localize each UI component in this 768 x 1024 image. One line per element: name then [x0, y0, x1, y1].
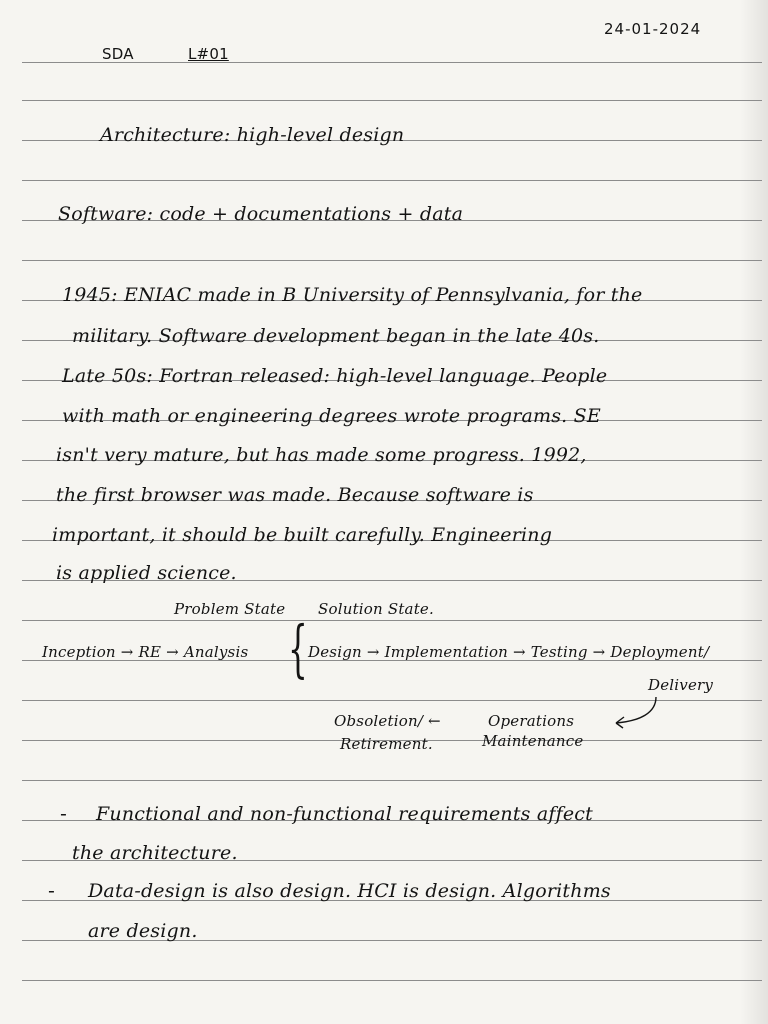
retirement-label: Retirement. [340, 735, 433, 753]
ruled-line [22, 780, 762, 781]
ruled-line [22, 260, 762, 261]
history-line: is applied science. [56, 562, 237, 584]
delivery-to-operations-arrow [610, 695, 660, 735]
history-line: 1945: ENIAC made in B University of Pennsylvania, for the [62, 284, 643, 306]
history-line: the first browser was made. Because software is [56, 484, 534, 506]
ruled-line [22, 620, 762, 621]
architecture-definition: Architecture: high-level design [100, 124, 405, 146]
page-shadow [740, 0, 768, 1024]
problem-state-label: Problem State [174, 600, 286, 618]
bullet-marker: - [48, 880, 56, 902]
history-line: military. Software development began in the late 40s. [72, 325, 600, 347]
solution-state-label: Solution State. [318, 600, 434, 618]
history-line: Late 50s: Fortran released: high-level language. People [62, 365, 608, 387]
ruled-line [22, 980, 762, 981]
lecture-number: L#01 [188, 45, 229, 63]
bullet-line: Functional and non-functional requirements affect [96, 803, 593, 825]
lifecycle-flow-left: Inception → RE → Analysis [42, 643, 249, 661]
ruled-line [22, 180, 762, 181]
course-code: SDA [102, 45, 134, 63]
bullet-marker: - [60, 803, 68, 825]
delivery-label: Delivery [648, 676, 714, 694]
bullet-line: Data-design is also design. HCI is design. Algorithms [88, 880, 611, 902]
operations-label: Operations [488, 712, 575, 730]
bullet-line: are design. [88, 920, 198, 942]
history-line: with math or engineering degrees wrote programs. SE [62, 405, 601, 427]
obsoletion-label: Obsoletion/ ← [334, 712, 441, 730]
lifecycle-flow-right: Design → Implementation → Testing → Deployment/ [308, 643, 710, 661]
state-divider-brace: { [288, 612, 308, 685]
history-line: isn't very mature, but has made some progress. 1992, [56, 444, 587, 466]
software-definition: Software: code + documentations + data [58, 203, 464, 225]
ruled-line [22, 100, 762, 101]
bullet-line: the architecture. [72, 842, 238, 864]
note-date: 24-01-2024 [604, 20, 702, 38]
history-line: important, it should be built carefully. Engineering [52, 524, 553, 546]
maintenance-label: Maintenance [482, 732, 584, 750]
